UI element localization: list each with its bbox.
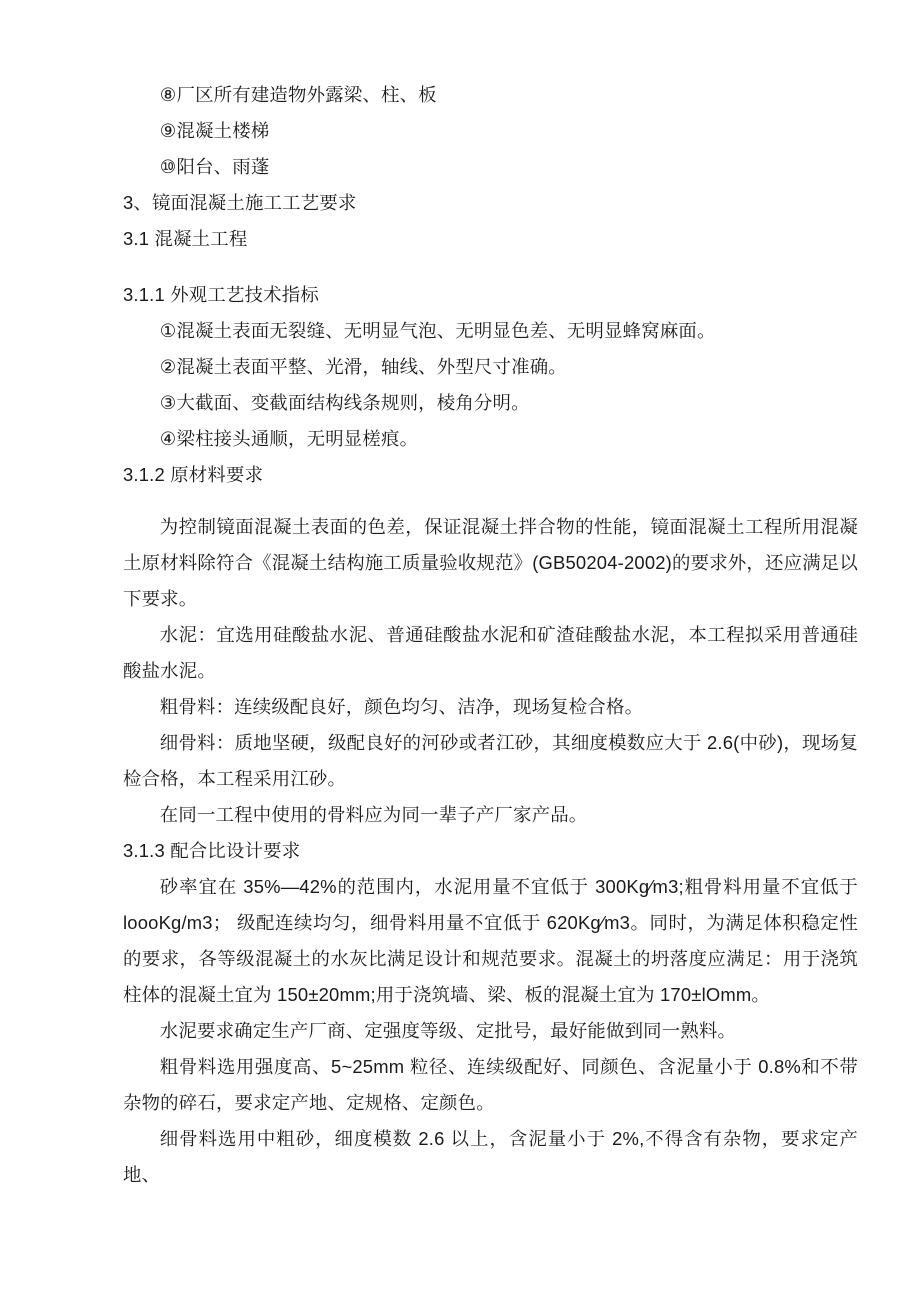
list-item-circled-8: ⑧厂区所有建造物外露梁、柱、板 [159, 84, 437, 105]
list-item-circled-9: ⑨混凝土楼梯 [159, 120, 270, 141]
paragraph-fine-aggregate-selection: 细骨料选用中粗砂，细度模数 2.6 以上，含泥量小于 2%,不得含有杂物，要求定产地、 [123, 1128, 858, 1185]
section-heading-3: 3、镜面混凝土施工工艺要求 [123, 192, 357, 213]
section-heading-3-1-2: 3.1.2 原材料要求 [123, 464, 264, 485]
list-item-circled-4: ④梁柱接头通顺，无明显槎痕。 [159, 428, 419, 449]
section-heading-3-1: 3.1 混凝土工程 [123, 228, 248, 249]
paragraph-raw-material-intro: 为控制镜面混凝土表面的色差，保证混凝土拌合物的性能，镜面混凝土工程所用混凝土原材料除符合《混凝土结构施工质量验收规范》(GB50204-2002)的要求外，还应满足以下要求。 [123, 516, 858, 609]
paragraph-coarse-aggregate: 粗骨料：连续级配良好，颜色均匀、洁净，现场复检合格。 [159, 696, 644, 717]
paragraph-same-supplier: 在同一工程中使用的骨料应为同一辈子产厂家产品。 [159, 804, 588, 825]
list-item-circled-2: ②混凝土表面平整、光滑，轴线、外型尺寸准确。 [159, 356, 567, 377]
paragraph-mix-ratio-requirements: 砂率宜在 35%—42%的范围内，水泥用量不宜低于 300Kg⁄m3;粗骨料用量不宜低于 loooKg/m3； 级配连续均匀，细骨料用量不宜低于 620Kg⁄m3。同时，为满足体积稳定性的要求，各等级混凝土的水灰比满足设计和规范要求。混凝土的坍落度应满足：用于浇筑柱体的混凝土宜为 150±20mm;用于浇筑墙、梁、板的混凝土宜为 170±lOmm。 [123, 876, 858, 1005]
section-heading-3-1-1: 3.1.1 外观工艺技术指标 [123, 284, 319, 305]
list-item-circled-10: ⑩阳台、雨蓬 [159, 156, 270, 177]
paragraph-fine-aggregate: 细骨料：质地坚硬，级配良好的河砂或者江砂，其细度模数应大于 2.6(中砂)，现场复检合格，本工程采用江砂。 [123, 732, 858, 789]
paragraph-cement: 水泥：宜选用硅酸盐水泥、普通硅酸盐水泥和矿渣硅酸盐水泥，本工程拟采用普通硅酸盐水泥。 [123, 624, 858, 681]
list-item-circled-3: ③大截面、变截面结构线条规则，棱角分明。 [159, 392, 530, 413]
paragraph-cement-requirement: 水泥要求确定生产厂商、定强度等级、定批号，最好能做到同一熟料。 [159, 1020, 737, 1041]
section-heading-3-1-3: 3.1.3 配合比设计要求 [123, 840, 301, 861]
paragraph-coarse-aggregate-selection: 粗骨料选用强度高、5~25mm 粒径、连续级配好、同颜色、含泥量小于 0.8%和不带杂物的碎石，要求定产地、定规格、定颜色。 [123, 1056, 858, 1113]
list-item-circled-1: ①混凝土表面无裂缝、无明显气泡、无明显色差、无明显蜂窝麻面。 [159, 320, 716, 341]
